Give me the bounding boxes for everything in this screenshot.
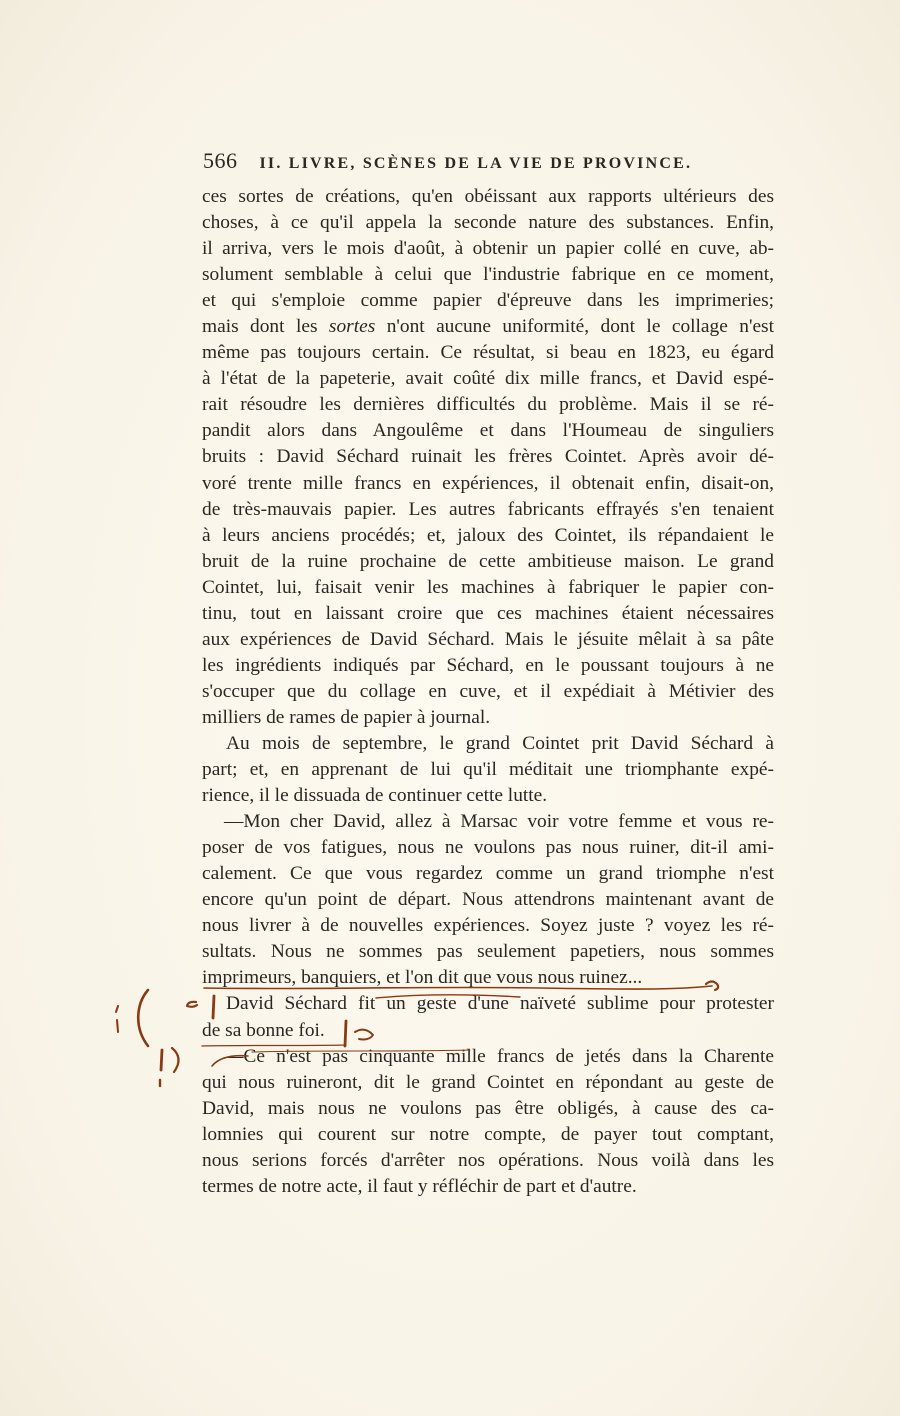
text-line: les ingrédients indiqués par Séchard, en le poussant toujours à ne: [202, 654, 774, 676]
text-line: tinu, tout en laissant croire que ces machines étaient nécessaires: [202, 602, 774, 624]
text-line: il arriva, vers le mois d'août, à obtenir un papier collé en cuve, ab-: [202, 238, 774, 260]
text-line: —Ce n'est pas cinquante mille francs de jetés dans la Charente: [224, 1045, 774, 1067]
text-line: de sa bonne foi.: [202, 1019, 325, 1041]
margin-hook-mark: [172, 1048, 179, 1072]
paragraph-bracket-mark: [187, 1002, 197, 1007]
text-line: David Séchard fit un geste d'une naïveté sublime pour protester: [226, 993, 774, 1015]
text-line: rait résoudre les dernières difficultés du problème. Mais il se ré-: [202, 394, 774, 416]
text-line: —Mon cher David, allez à Marsac voir votre femme et vous re-: [224, 811, 774, 833]
text-line: bruit de la ruine prochaine de cette ambitieuse maison. Le grand: [202, 550, 774, 572]
italic-word: sortes: [328, 316, 376, 338]
text-line: aux expériences de David Séchard. Mais le jésuite mêlait à sa pâte: [202, 628, 774, 650]
text-line: ces sortes de créations, qu'en obéissant aux rapports ultérieurs des: [202, 186, 774, 207]
text-line: part; et, en apprenant de lui qu'il méditait une triomphante expé-: [202, 759, 774, 781]
running-head: II. LIVRE, SCÈNES DE LA VIE DE PROVINCE.: [259, 155, 693, 172]
page-header: [203, 148, 775, 178]
margin-tick-mark: [117, 1020, 118, 1032]
text-line: nous livrer à de nouvelles expériences. Soyez juste ? voyez les ré-: [202, 915, 774, 937]
text-line: voré trente mille francs en expériences, il obtenait enfin, disait-on,: [202, 472, 774, 494]
text-line: à l'état de la papeterie, avait coûté dix mille francs, et David espé-: [202, 368, 774, 390]
text-line: Cointet, lui, faisait venir les machines à fabriquer le papier con-: [202, 576, 774, 598]
text-line: [202, 314, 774, 340]
text-line: s'occuper que du collage en cuve, et il expédiait à Métivier des: [202, 680, 774, 702]
text-line: sultats. Nous ne sommes pas seulement papetiers, nous sommes: [202, 941, 774, 963]
text-line: rience, il le dissuada de continuer cette lutte.: [202, 785, 548, 807]
text-span: n'ont aucune uniformité, dont le collage n'est: [386, 316, 774, 338]
text-line: Au mois de septembre, le grand Cointet prit David Séchard à: [226, 732, 774, 754]
text-line: de très-mauvais papier. Les autres fabricants effrayés s'en tenaient: [202, 498, 774, 520]
margin-bracket-mark: [161, 1050, 162, 1070]
text-line: à leurs anciens procédés; et, jaloux des Cointet, ils répandaient le: [202, 524, 774, 546]
text-line: David, mais nous ne voulons pas être obligés, à cause des ca-: [202, 1097, 774, 1119]
text-line: pandit alors dans Angoulême et dans l'Houmeau de singuliers: [202, 420, 774, 442]
margin-tick-mark: [116, 1006, 118, 1012]
margin-parenthesis-mark: [138, 990, 148, 1046]
text-line: imprimeurs, banquiers, et l'on dit que vous nous ruinez...: [202, 967, 643, 989]
body-text: [202, 184, 774, 1200]
text-line: choses, à ce qu'il appela la seconde nature des substances. Enfin,: [202, 212, 774, 234]
text-line: et qui s'emploie comme papier d'épreuve dans les imprimeries;: [202, 290, 774, 312]
text-line: milliers de rames de papier à journal.: [202, 706, 491, 728]
text-line: lomnies qui courent sur notre compte, de payer tout comptant,: [202, 1123, 774, 1145]
text-line: même pas toujours certain. Ce résultat, si beau en 1823, eu égard: [202, 342, 774, 364]
text-line: calement. Ce que vous regardez comme un grand triomphe n'est: [202, 863, 774, 885]
text-span: mais dont les: [202, 316, 318, 338]
text-line: qui nous ruineront, dit le grand Cointet en répondant au geste de: [202, 1071, 774, 1093]
text-line: bruits : David Séchard ruinait les frères Cointet. Après avoir dé-: [202, 446, 774, 468]
text-line: termes de notre acte, il faut y réfléchir de part et d'autre.: [202, 1175, 637, 1197]
text-line: solument semblable à celui que l'industrie fabrique en ce moment,: [202, 264, 774, 286]
page-number: 566: [203, 148, 238, 173]
text-line: poser de vos fatigues, nous ne voulons pas nous ruiner, dit-il ami-: [202, 837, 774, 859]
text-line: nous serions forcés d'arrêter nos opérations. Nous voilà dans les: [202, 1149, 774, 1171]
text-line: encore qu'un point de départ. Nous attendrons maintenant avant de: [202, 889, 774, 911]
